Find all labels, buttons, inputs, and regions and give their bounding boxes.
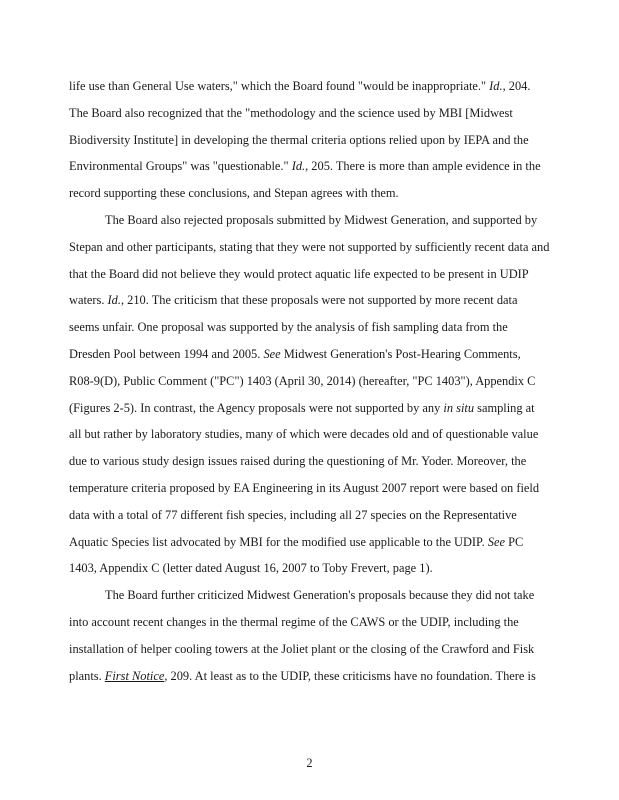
text-run: Stepan and other participants, stating that they were not supported by sufficiently recent data and bbox=[69, 239, 550, 254]
text-run: sampling at bbox=[474, 400, 535, 415]
text-line bbox=[69, 454, 549, 468]
italic-citation: See bbox=[487, 534, 505, 549]
text-run: , 209. At least as to the UDIP, these criticisms have no foundation. There is bbox=[164, 668, 536, 683]
text-run: , 205. There is more than ample evidence in the bbox=[305, 159, 541, 174]
text-run: Aquatic Species list advocated by MBI for the modified use applicable to the UDIP. bbox=[69, 534, 488, 549]
text-line bbox=[69, 186, 549, 200]
text-line bbox=[69, 615, 549, 629]
text-run: that the Board did not believe they would protect aquatic life expected to be present in UDIP bbox=[69, 266, 529, 281]
text-line bbox=[69, 374, 549, 388]
text-run: record supporting these conclusions, and Stepan agrees with them. bbox=[69, 186, 399, 201]
italic-citation: in situ bbox=[443, 400, 475, 415]
text-line bbox=[69, 642, 549, 656]
text-line bbox=[69, 320, 549, 334]
text-run: Environmental Groups" was "questionable." bbox=[69, 159, 292, 174]
italic-citation: Id. bbox=[107, 293, 121, 308]
text-line bbox=[69, 79, 549, 93]
text-run: The Board further criticized Midwest Generation's proposals because they did not take bbox=[105, 588, 535, 603]
text-line bbox=[69, 561, 549, 575]
text-run: , 204. bbox=[502, 79, 531, 93]
text-run: Dresden Pool between 1994 and 2005. bbox=[69, 347, 264, 361]
text-line bbox=[69, 508, 549, 522]
text-run: (Figures 2-5). In contrast, the Agency proposals were not supported by any bbox=[69, 400, 444, 415]
text-line bbox=[69, 481, 549, 495]
page-number: 2 bbox=[306, 756, 313, 770]
text-run: temperature criteria proposed by EA Engineering in its August 2007 report were based on field bbox=[69, 481, 540, 495]
text-run: waters. bbox=[69, 293, 108, 308]
text-run: The Board also rejected proposals submitted by Midwest Generation, and supported by bbox=[105, 213, 538, 227]
text-run: The Board also recognized that the "methodology and the science used by MBI [Midwest bbox=[69, 105, 513, 120]
text-run: seems unfair. One proposal was supported by the analysis of fish sampling data from the bbox=[69, 320, 508, 335]
text-run: data with a total of 77 different fish species, including all 27 species on the Representative bbox=[69, 507, 517, 522]
text-line bbox=[69, 240, 549, 254]
text-line bbox=[69, 401, 549, 415]
text-line bbox=[69, 106, 549, 120]
text-line bbox=[69, 669, 549, 683]
text-run: into account recent changes in the thermal regime of the CAWS or the UDIP, including the bbox=[69, 615, 519, 629]
text-line bbox=[69, 159, 549, 173]
italic-citation: See bbox=[263, 347, 281, 361]
text-line bbox=[69, 267, 549, 281]
text-run: Biodiversity Institute] in developing the thermal criteria options relied upon by IEPA and the bbox=[69, 132, 529, 147]
italic-citation: First Notice bbox=[104, 668, 165, 683]
text-run: 1403, Appendix C (letter dated August 16, 2007 to Toby Frevert, page 1). bbox=[69, 561, 433, 576]
text-run: life use than General Use waters," which the Board found "would be inappropriate." bbox=[69, 79, 490, 93]
text-line bbox=[105, 588, 549, 602]
text-line bbox=[69, 427, 549, 441]
italic-citation: Id. bbox=[489, 79, 503, 93]
text-run: installation of helper cooling towers at the Joliet plant or the closing of the Crawford and Fisk bbox=[69, 641, 535, 656]
text-line bbox=[69, 535, 549, 549]
text-line bbox=[69, 133, 549, 147]
text-run: plants. bbox=[69, 668, 105, 683]
italic-citation: Id. bbox=[291, 159, 306, 174]
text-run: Midwest Generation's Post-Hearing Comments, bbox=[280, 347, 521, 361]
text-line bbox=[105, 213, 549, 227]
text-line bbox=[69, 347, 549, 361]
text-run: due to various study design issues raised during the questioning of Mr. Yoder. Moreover, the bbox=[69, 454, 527, 469]
text-run: , 210. The criticism that these proposals were not supported by more recent data bbox=[120, 293, 518, 308]
text-run: R08-9(D), Public Comment ("PC") 1403 (April 30, 2014) (hereafter, "PC 1403"), Appendix C bbox=[69, 373, 536, 388]
text-run: all but rather by laboratory studies, many of which were decades old and of questionable value bbox=[69, 427, 539, 442]
text-run: PC bbox=[504, 534, 524, 549]
text-line bbox=[69, 293, 549, 307]
